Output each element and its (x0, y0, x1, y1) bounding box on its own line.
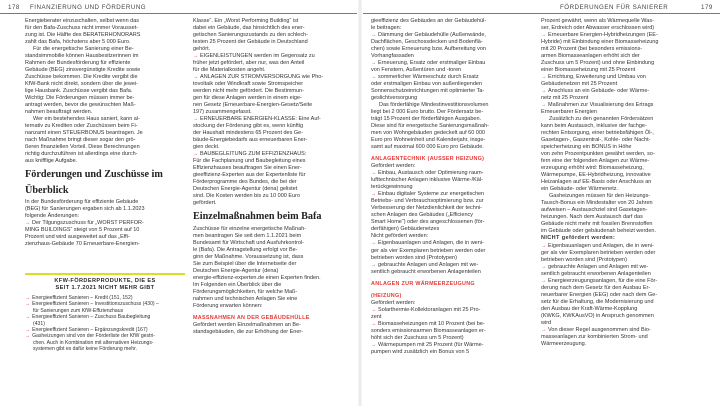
text-line (541, 278, 707, 285)
text-line: sind. Die Kosten werden bis zu 10 000 Euro (193, 193, 301, 200)
text-line: samt auf maximal 600 000 Euro pro Gebäude. (371, 144, 484, 151)
text-line (193, 151, 359, 158)
text-line (371, 191, 537, 198)
arrow-right-icon: → (371, 240, 379, 247)
infobox-item (25, 346, 185, 352)
text-line: speicherheizung ein BONUS in Höhe (541, 144, 632, 151)
text-line: den Ausbau der Kraft-Wärme-Kopplung (541, 305, 638, 312)
text-line: für die Materialkosten angeht. (193, 67, 266, 74)
text-line: Verbesserung der Netzdienlichkeit der techni- (371, 205, 482, 212)
text-line: ger als vier Exemplaren betrieben werden oder (371, 247, 486, 254)
text-line-content: Eigenbauanlagen und Anlagen, die in weni- (378, 240, 484, 247)
text-line: armen Biomasseanlagen erhöht sich der (541, 53, 640, 60)
running-title-right: FÖRDERUNGEN FÜR SANIERER (560, 4, 669, 11)
text-line: tovoltaik oder Windkraft sowie Stromspeicher (193, 81, 304, 88)
text-line: dabei ein Gebäude, das hinsichtlich des ener- (193, 25, 305, 32)
text-line: lufttechnischer Anlagen inklusive Wärme-/Käl- (371, 177, 483, 184)
arrow-right-icon: → (193, 74, 201, 81)
text-line: Gasheizungen müssen für den Heizungs- (549, 193, 651, 200)
text-line: Diese sind für energetische Sanierungsmaßnah- (371, 123, 490, 130)
text-line: Gebäude (BEG) zinsvergünstigte Kredite sowie (25, 67, 141, 74)
text-column-2 (193, 18, 359, 336)
text-line: pumpen wird zusätzlich ein Bonus von 5 (371, 348, 470, 355)
page-number-right: 179 (701, 4, 713, 11)
infobox-item-text: Energieeffizient Sanieren – Ergänzungskredit (167) (32, 327, 148, 334)
text-line (371, 307, 537, 314)
text-line (371, 60, 537, 67)
text-line: MING BUILDINGS“ steigt von 5 Prozent auf 10 (25, 227, 140, 234)
text-line-content: Maßnahmen zur Visualisierung des Ertrags (548, 102, 654, 109)
text-line-content: ERNEUERBARE ENERGIEN-KLASSE: Eine Auf- (200, 116, 321, 123)
text-line: aus knifflige Aufgabe. (25, 158, 78, 165)
text-line: ternativ zu Krediten oder Zuschüssen beim Fi- (25, 123, 138, 130)
text-line: liegt bei 2 000 Euro brutto. Der Fördersatz be- (371, 109, 484, 116)
text-line: gefördert. (193, 200, 217, 207)
text-line: zent (371, 313, 382, 320)
text-line: Deutschen Energie-Agentur (dena) gelistet (193, 186, 298, 193)
text-line: betrieben worden sind (Prototypen) (541, 256, 627, 263)
section-heading: Überblick (25, 184, 69, 196)
text-line-content: EIGENLEISTUNGEN werden im Gegensatz zu (200, 53, 315, 60)
text-line: höht sich der Zuschuss um 5 Prozent) (371, 334, 464, 341)
text-line: richtig durchzuführen ist allerdings eine durch- (25, 151, 138, 158)
text-line: (KWKG, KWKAusVO) in Anspruch genommen (541, 312, 654, 319)
text-line: Das förderfähige Mindestinvestitionsvolumen (379, 102, 489, 109)
text-line (541, 74, 707, 81)
text-line: Gefördert werden: (371, 299, 416, 306)
text-line: Klasse“. Ein „Worst Performing Building“ ist (193, 18, 299, 24)
text-line: trägt 15 Prozent der förderfähigen Ausgaben. (371, 116, 482, 123)
text-line: Wer ein bestehendes Haus saniert, kann al- (33, 116, 140, 123)
text-line: antragt werden, bevor die gewünschten Maß- (25, 102, 136, 109)
text-line: zienzhaus-Gebäude 70 Erneuerbare-Energien- (25, 241, 140, 248)
text-line (541, 327, 707, 334)
text-line: früher jetzt gefördert, aber nur, was den Anteil (193, 60, 305, 67)
text-line: terückgewinnung (371, 184, 413, 191)
arrow-right-icon: → (371, 306, 379, 313)
infobox-title-2: SEIT 1.7.2021 NICHT MEHR GIBT (55, 285, 155, 291)
arrow-right-icon: → (25, 327, 31, 334)
text-line-content: Erneuerung, Ersatz oder erstmaliger Einbau (378, 60, 486, 67)
text-line-content: Einbau digitaler Systeme zur energetischen (378, 191, 485, 198)
text-line: ein Gebäude- oder Wärmenetz. (541, 186, 619, 193)
text-line-content: sommerlicher Wärmeschutz durch Ersatz (378, 74, 479, 81)
text-line-content: gebrauchte Anlagen und Anlagen mit we- (548, 263, 649, 270)
arrow-right-icon: → (193, 53, 201, 60)
text-line: netz mit 25 Prozent (541, 95, 589, 102)
text-line: mit 20 Prozent (bei besonders emissions- (541, 46, 643, 53)
infobox-item-text: Energieeffizient Sanieren – Zuschuss Baubegleitung (32, 314, 151, 321)
text-line: Bundesamt für Wirtschaft und Ausfuhrkontrol- (193, 239, 304, 246)
text-line (541, 264, 707, 271)
text-line: Prozent und wird ausgeweitet auf das „Effi- (25, 234, 130, 241)
text-line: ser, Erdreich oder Abwasser erschlossen wird) (541, 25, 655, 32)
text-line: KfW-Bank nicht direkt, sondern über die jewei- (25, 81, 139, 88)
text-line-content: Anschluss an ein Gebäude- oder Wärme- (548, 88, 650, 95)
arrow-right-icon: → (371, 261, 379, 268)
text-line (371, 321, 537, 328)
text-line: setz für die Erhaltung, die Modernisierung und (541, 298, 654, 305)
text-line: Wichtig: Die Förderungen müssen immer be- (25, 95, 135, 102)
text-line: nach Maßnahme bringt dieser sogar den grö- (25, 137, 136, 144)
text-line: Wärmeerzeugung. (541, 340, 587, 347)
text-line: ger als vier Exemplaren betrieben werden oder (541, 249, 656, 256)
text-line (25, 220, 191, 227)
text-line-content: Energieerzeugungsanlagen, für die eine För- (548, 277, 658, 284)
infobox-list (25, 295, 185, 353)
text-line: oder erstmaligen Einbau von außenliegenden (371, 81, 482, 88)
text-line-content: Erneuerbare Energien-Hybridheizungen (EE- (548, 32, 658, 39)
infobox-item-text: (431) (33, 320, 45, 327)
text-line: Vorhangfassaden (371, 53, 414, 60)
text-line-content: Der Tilgungszuschuss für „WORST PERFOR- (32, 220, 144, 227)
infobox-item-text: Gasheizungen sind von der Förderliste der KfW gestri- (32, 333, 155, 340)
text-line: energie-effizienz-experten.de einen Experten finden. (193, 275, 321, 282)
arrow-right-icon: → (371, 320, 379, 327)
text-line-content: Von dieser Regel ausgenommen sind Bio- (548, 326, 651, 333)
text-line: Erneuerbarer Energien (541, 109, 597, 116)
arrow-right-icon: → (25, 220, 33, 227)
text-line: für den Bafa-Zuschuss nicht immer Vorausset- (25, 25, 139, 32)
text-line: men von Wohngebäuden gedeckelt auf 60 000 (371, 130, 485, 137)
text-line: Im Folgenden ein Überblick über die (193, 282, 282, 289)
text-line: Euro pro Wohneinheit und Kalenderjahr, insge- (371, 137, 486, 144)
text-line-content: Biomasseheizungen mit 10 Prozent (bei be- (378, 320, 485, 327)
text-line: Gefördert werden: (371, 163, 416, 170)
text-line-content: BAUBEGLEITUNG ZUM EFFIZIENZHAUS: (200, 151, 307, 158)
arrow-right-icon: → (193, 116, 201, 123)
text-line: Zuschuss um 5 Prozent) und ohne Einbindung (541, 60, 655, 67)
text-line: neuerbarer Energien (EEG) oder nach dem Ge- (541, 291, 658, 298)
text-line (371, 74, 537, 81)
arrow-right-icon: → (541, 326, 549, 333)
text-line (193, 53, 359, 60)
text-line-content: gebrauchte Anlagen und Anlagen mit we- (378, 261, 479, 268)
text-line: Nicht gefördert werden: (371, 233, 429, 240)
text-column-1 (25, 18, 191, 248)
subheading: ANLAGEN ZUR WÄRMEERZEUGUNG (371, 280, 475, 287)
arrow-right-icon: → (371, 191, 379, 198)
text-line: Förderung erwarten können: (193, 303, 263, 310)
section-heading: Einzelmaßnahmen beim Bafa (193, 211, 322, 223)
text-line-content: Errichtung, Erweiterung und Umbau von (548, 74, 646, 81)
running-title-left: FINANZIERUNG UND FÖRDERUNG (30, 4, 147, 11)
text-line (541, 102, 707, 109)
text-line: nanzamt einen STEUERBONUS beantragen. Je (25, 130, 143, 137)
subheading: MASSNAHMEN AN DER GEBÄUDEHÜLLE (193, 315, 310, 322)
text-line: der Haushalt mindestens 65 Prozent des Ge- (193, 130, 304, 137)
text-line: 197) zusammengefasst. (193, 109, 252, 116)
text-line: getischen Sanierungszustands zu den schlech- (193, 32, 308, 39)
arrow-right-icon: → (371, 170, 379, 177)
text-line: Zuschüsse bekommen. Die Kredite vergibt die (25, 74, 138, 81)
text-line: (BEG) für Sanierungen ergaben sich ab 1.1.2023 (25, 206, 145, 213)
arrow-right-icon: → (541, 32, 549, 39)
text-line (193, 116, 359, 123)
text-line: von Fenstern, Außentüren und -toren (371, 67, 462, 74)
infobox-item-text: für Sanierungen zum KfW-Effizienzhaus (33, 307, 124, 314)
text-line: le (Bafa). Die Antragstellung erfolgt vor Be- (193, 246, 298, 253)
text-line: erzeugung erhöht wird: Biomasseheizung, (541, 165, 644, 172)
text-line: standsimmobilie können Hausbesitzerinnen im (25, 53, 139, 60)
arrow-right-icon: → (541, 74, 549, 81)
text-line: gieeffizienz-Experten aus der Expertenliste für (193, 172, 306, 179)
infobox-item-text: Energieeffizient Sanieren – Kredit (151, 152) (32, 295, 133, 301)
text-line: Rahmen der Bundesförderung für effiziente (25, 60, 131, 67)
text-line: Förderungsmöglichkeiten, für welche Maß- (193, 289, 298, 296)
text-line: sonders emissionsarmen Biomasseanlagen er- (371, 327, 486, 334)
text-line (371, 170, 537, 177)
infobox-title-1: KFW-FÖRDERPRODUKTE, DIE ES (54, 278, 156, 284)
kfw-infobox (25, 273, 185, 353)
text-line: Hybride) mit Einbindung einer Biomasseheizung (541, 39, 659, 46)
text-line: gieeffizienz des Gebäudes an der Gebäudehül- (371, 18, 487, 24)
text-column-4 (541, 18, 707, 348)
text-line: betrieben worden sind (Prototypen) (371, 254, 457, 261)
text-line: Gebäudenetzen mit 25 Prozent (541, 81, 618, 88)
arrow-right-icon: → (25, 301, 31, 308)
text-line: Smart Home“) oder des angeschlossenen (för- (371, 219, 485, 226)
arrow-right-icon: → (371, 60, 379, 67)
text-line: Für die energetische Sanierung einer Be- (33, 46, 134, 53)
text-line: sentlich gebraucht erworbenen Anlagenteilen (541, 270, 651, 277)
text-line-content: Solarthermie-Kollektoranlagen mit 25 Pro- (378, 306, 481, 313)
text-line: derfähigen) Gebäudenetzes (371, 226, 440, 233)
text-line: In der Bundesförderung für effiziente Gebäude (25, 199, 139, 206)
text-line: stockung der Förderung gibt es, wenn künftig (193, 123, 304, 130)
text-line: einer Biomasseheizung mit 25 Prozent (541, 67, 636, 74)
arrow-right-icon: → (541, 88, 549, 95)
text-line: zahlt das Bafa, höchstens aber 5 000 Euro. (25, 39, 131, 46)
text-line: masseanlagen zur kombinierten Strom- und (541, 333, 648, 340)
text-line: ßeren finanziellen Vorteil. Diese Berechnungen (25, 144, 140, 151)
text-line: werden nicht mehr gefördert. Die Bestimmun- (193, 88, 304, 95)
arrow-right-icon: → (193, 151, 201, 158)
text-line: sentlich gebraucht erworbenen Anlagenteilen (371, 268, 481, 275)
text-line: Gefördert werden Einzelmaßnahmen an Be- (193, 322, 301, 329)
text-line: nen Gesetz (Erneuerbare-Energien-Gesetz/Seite (193, 102, 313, 109)
text-line (371, 240, 537, 247)
text-line: zung ist. Die Hälfte des BERATERHONORARS (25, 32, 141, 39)
text-line (371, 342, 537, 349)
text-line: kann beim Austausch, inklusive der fachge- (541, 123, 647, 130)
text-line: standsgebäuden, die zur Erhöhung der Ener- (193, 329, 304, 336)
text-line-content: Einbau, Austausch oder Optimierung raum- (378, 170, 484, 177)
text-line: chen) sowie Erneuerung bzw. Aufbereitung von (371, 46, 486, 53)
text-line: aufweisen – Austauschziel sind Gasetagen- (541, 207, 648, 214)
text-line: von zehn Prozentpunkten gewährt werden, so- (541, 151, 655, 158)
text-line: Zusätzlich zu den genannten Fördersätzen (549, 116, 654, 123)
infobox-item-text: chen. Auch in Kombination mit alternativen Heizungs- (33, 339, 154, 346)
text-line-content: ANLAGEN ZUR STROMVERSORGUNG wie Pho- (200, 74, 324, 81)
text-line-content: Eigenbauanlagen und Anlagen, die in weni- (548, 242, 654, 249)
text-line: geslichtversorgung (371, 95, 418, 102)
text-line: Deutschen Energie-Agentur (dena) (193, 268, 279, 275)
text-line: nahmen und technischen Anlagen Sie eine (193, 296, 298, 303)
text-line: fern eine der folgenden Anlagen zur Wärme- (541, 158, 650, 165)
text-line: Für die Fachplanung und Baubegleitung eines (193, 158, 306, 165)
arrow-right-icon: → (371, 74, 379, 81)
text-line: Sonnenschutzeinrichtungen mit optimierter Ta- (371, 88, 485, 95)
arrow-right-icon: → (541, 102, 549, 109)
text-line: Betriebs- und Verbrauchsoptimierung bzw. zur (371, 198, 484, 205)
header-rule-right (363, 13, 720, 14)
text-line: Förderprogramme des Bundes, die bei der (193, 179, 297, 186)
text-line: Gebäude nicht mehr mit fossilen Brennstoffen (541, 221, 653, 228)
text-line: gehört. (193, 46, 211, 53)
text-line (541, 32, 707, 39)
arrow-right-icon: → (371, 341, 379, 348)
text-line: Tausch-Bonus ein Mindestalter von 20 Jahren (541, 200, 653, 207)
infobox-item-text: systemen gibt es dafür keine Förderung mehr. (33, 346, 137, 353)
text-line: NICHT gefördert werden: (541, 235, 616, 242)
text-column-3 (371, 18, 537, 356)
text-line: Zuschüsse für einzelne energetische Maßnah- (193, 225, 307, 232)
section-heading: Förderungen und Zuschüsse im (25, 169, 163, 181)
arrow-right-icon: → (371, 32, 379, 39)
header-rule-left (0, 13, 357, 14)
infobox-item-text: Energieeffizient Sanieren – Investitionszuschuss (430) – (32, 301, 159, 308)
text-line: heizungen. Nach dem Austausch darf das (541, 214, 643, 221)
subheading: ANLAGENTECHNIK (AUSSER HEIZUNG) (371, 156, 485, 163)
text-line: Dachflächen, Geschossdecken und Bodenflä- (371, 39, 483, 46)
text-line: nahmen beauftragt werden. (25, 109, 93, 116)
text-line (193, 74, 359, 81)
text-line: Wärmepumpe, EE-Hybridheizung, innovative (541, 172, 651, 179)
arrow-right-icon: → (25, 295, 31, 301)
text-line: Energieberater einzuschalten, selbst wenn das (25, 18, 140, 24)
text-line: Heizanlagen auf EE-Basis oder Anschluss an (541, 179, 652, 186)
book-gutter (358, 0, 362, 406)
text-line (541, 88, 707, 95)
arrow-right-icon: → (541, 242, 549, 249)
text-line: wird (541, 319, 552, 326)
arrow-right-icon: → (541, 263, 549, 270)
text-line: Sie zum Beispiel über die Internetseite der (193, 261, 297, 267)
text-line-content: Wärmepumpen mit 25 Prozent (für Wärme- (378, 341, 484, 348)
page-number-left: 178 (8, 4, 20, 11)
text-line: lige Hausbank. Zuschüsse vergibt das Bafa. (25, 88, 133, 95)
text-line: derung nach dem Gesetz für den Ausbau Er- (541, 284, 651, 291)
text-line: testen 25 Prozent der Gebäude in Deutschland (193, 39, 308, 46)
text-line: folgende Änderungen: (25, 213, 80, 220)
text-line: gen für diese Anlagen werden in einem eige- (193, 95, 302, 102)
text-line: im Gebäude oder gebäudenah beheizt werden. (541, 228, 656, 235)
text-line: le beitragen: (371, 25, 402, 32)
text-line: Gasetagen-, Gaszentral-, Kohle- oder Nacht- (541, 137, 651, 144)
text-line (371, 262, 537, 269)
text-line: schen Anlagen des Gebäudes („Efficiency (371, 212, 474, 219)
text-line: men beantragen Sie seit dem 1.1.2021 beim (193, 232, 302, 239)
text-line: Prozent gewährt, wenn als Wärmequelle Was- (541, 18, 654, 24)
text-line: Effizienzhauses beauftragen Sie einen Ener- (193, 165, 302, 172)
arrow-right-icon: → (541, 277, 549, 284)
text-line: gien deckt. (193, 144, 220, 151)
subheading: (HEIZUNG) (371, 292, 402, 299)
text-line (371, 32, 537, 39)
arrow-right-icon: → (25, 314, 31, 321)
arrow-right-icon: → (25, 333, 31, 340)
text-line: bäude-Energiebedarfs aus erneuerbaren Ener- (193, 137, 308, 144)
text-line: ginn der Maßnahme. Voraussetzung ist, dass (193, 253, 304, 260)
text-line: rechten Entsorgung, einer betriebsfähigen Öl-, (541, 130, 654, 137)
text-line-content: Dämmung der Gebäudehülle (Außenwände, (378, 32, 486, 39)
text-line (541, 243, 707, 250)
